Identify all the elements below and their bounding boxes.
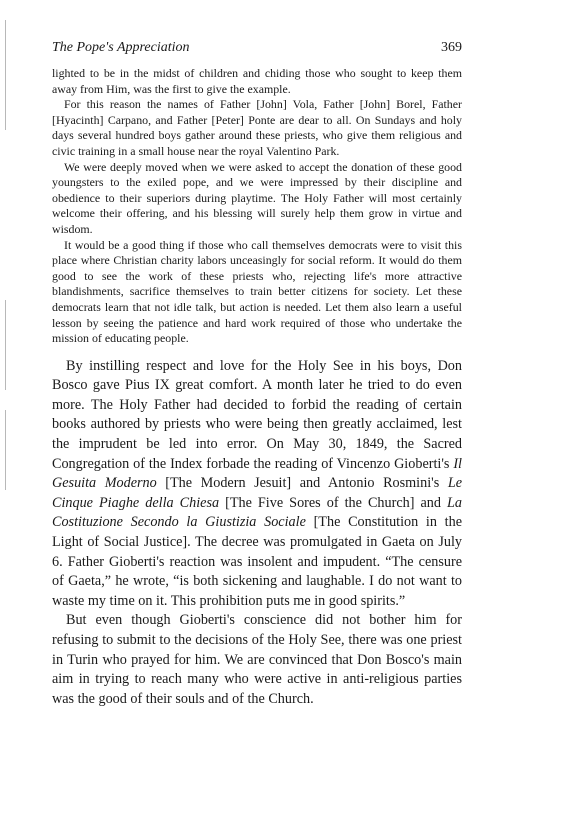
binding-edge-mark bbox=[5, 300, 6, 390]
text-run: [The Modern Jesuit] and Antonio Rosmini's bbox=[156, 475, 448, 492]
text-run: [The Constitution in the Light of Social Justice]. The decree was promulgated in Gaeta on July 6. Father Gioberti's reaction was insolent and impudent. “The censure of Gaeta,” he wrote, “is both sickening and laughable. I do not want to waste my time on it. This prohibition puts me in good spirits.” bbox=[52, 514, 463, 609]
text-run: By instilling respect and love for the Holy See in his boys, Don Bosco gave Pius IX great comfort. A month later he tried to do even more. The Holy Father had decided to forbid the reading of certain books authored by priests who were being then greatly acclaimed, lest the imprudent be led into error. On May 30, 1849, the Sacred Congregation of the Index forbade the reading of Vincenzo Gioberti's bbox=[52, 357, 462, 472]
quote-paragraph: We were deeply moved when we were asked to accept the donation of these good youngsters to the exiled pope, and we were impressed by their discipline and obedience to their superiors during playtime. The Holy Father will most certainly welcome their offering, and his blessing will surely help them grow in virtue and wisdom. bbox=[52, 159, 462, 236]
binding-edge-mark bbox=[5, 20, 6, 130]
book-title: Le Cinque Piaghe della Chiesa bbox=[52, 475, 462, 511]
body-paragraph bbox=[52, 357, 462, 612]
body-paragraph: But even though Gioberti's conscience did not bother him for refusing to submit to the decisions of the Holy See, there was one priest in Turin who prayed for him. We are convinced that Don Bosco's main aim in trying to reach many who were active in anti-religious parties was the good of their souls and of the Church. bbox=[52, 612, 462, 707]
quoted-letter bbox=[52, 66, 462, 347]
running-title: The Pope's Appreciation bbox=[52, 40, 190, 55]
quote-paragraph: For this reason the names of Father [John] Vola, Father [John] Borel, Father [Hyacinth] Carpano, and Father [Peter] Ponte are dear to all. On Sundays and holy days several hundred boys gather around these priests, who give them religious and civic training in a small house near the royal Valentino Park. bbox=[52, 97, 462, 158]
page-header bbox=[52, 40, 462, 62]
book-page bbox=[52, 40, 462, 709]
quote-paragraph: It would be a good thing if those who call themselves democrats were to visit this place where Christian charity labors unceasingly for social reform. It would do them good to see the work of these priests who, rejecting life's more attractive blandishments, sacrifice themselves to train better citizens for society. Let these democrats learn that not idle talk, but action is needed. Let them also learn a useful lesson by seeing the patience and hard work required of those who undertake the mission of educating people. bbox=[52, 237, 462, 346]
book-title: La Costituzione Secondo la Giustizia Sociale bbox=[52, 494, 462, 531]
text-run: [The Five Sores of the Church] and bbox=[219, 494, 448, 511]
main-text bbox=[52, 357, 462, 710]
page-number: 369 bbox=[441, 40, 462, 55]
quote-paragraph: lighted to be in the midst of children and chiding those who sought to keep them away from Him, was the first to give the example. bbox=[52, 66, 462, 96]
book-title: Il Gesuita Moderno bbox=[52, 455, 462, 492]
binding-edge-mark bbox=[5, 410, 6, 490]
